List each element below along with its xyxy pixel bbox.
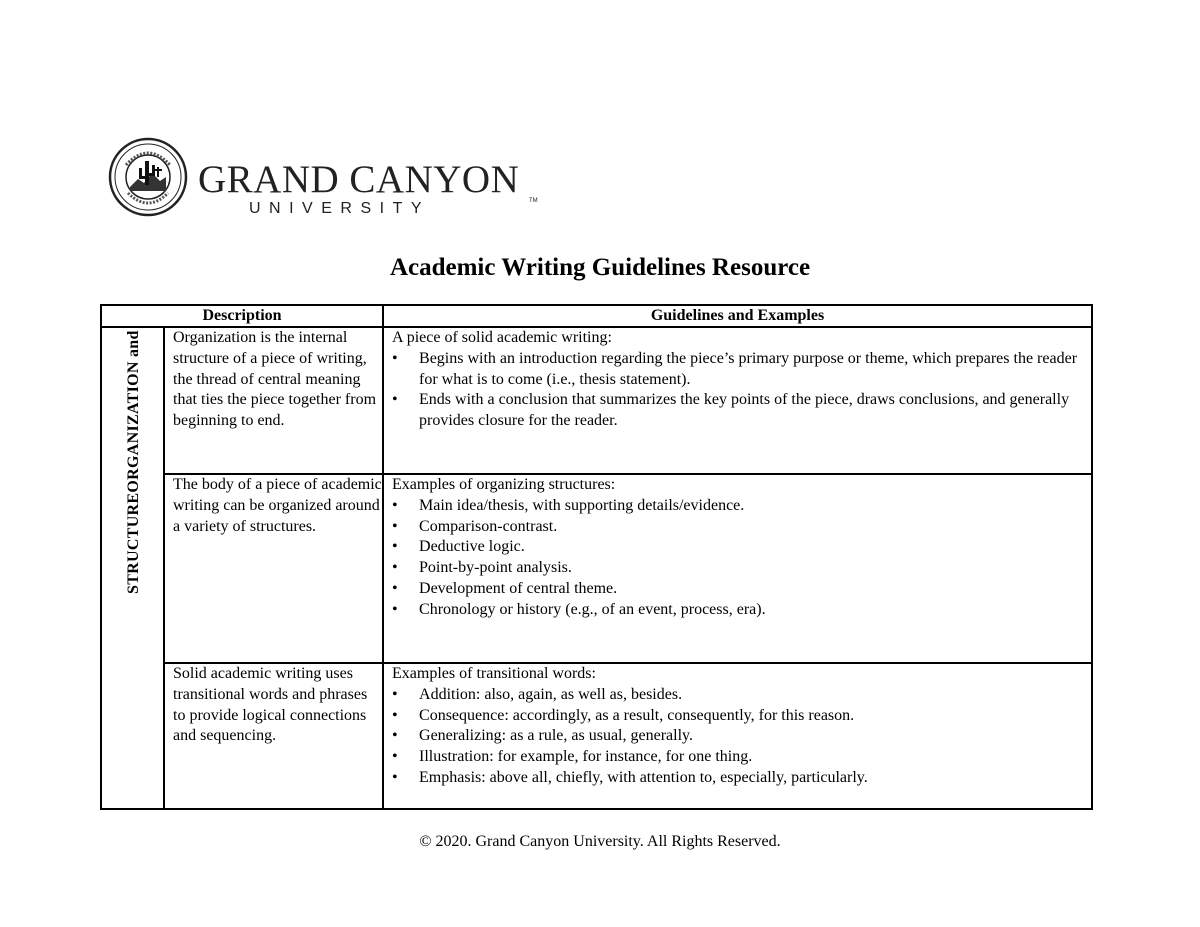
list-item: • Ends with a conclusion that summarizes the key points of the piece, draws conclusions, and generally provides closure for the reader.: [392, 390, 1091, 432]
description-cell: [164, 327, 383, 474]
side-label-cell: [101, 327, 164, 809]
description-text: Solid academic writing uses transitional words and phrases to provide logical connections and sequencing.: [173, 665, 368, 745]
list-item: • Illustration: for example, for instance, for one thing.: [392, 747, 1091, 768]
list-item: • Addition: also, again, as well as, besides.: [392, 685, 1091, 706]
logo-subtitle: UNIVERSITY: [249, 200, 431, 217]
guidelines-intro: Examples of organizing structures:: [392, 476, 616, 493]
list-item: • Chronology or history (e.g., of an event, process, era).: [392, 600, 1091, 621]
copyright-footer: © 2020. Grand Canyon University. All Rights Reserved.: [419, 833, 781, 850]
list-item: • Comparison-contrast.: [392, 517, 1091, 538]
bullet-list: [392, 496, 1091, 621]
description-text: Organization is the internal structure of a piece of writing, the thread of central meaning that ties the piece together from beginning to end.: [173, 329, 377, 430]
list-item: • Point-by-point analysis.: [392, 558, 1091, 579]
list-item: • Begins with an introduction regarding the piece’s primary purpose or theme, which prepares the reader for what is to come (i.e., thesis statement).: [392, 349, 1091, 391]
table-header-row: [101, 305, 1092, 327]
guidelines-intro: A piece of solid academic writing:: [392, 329, 612, 346]
list-item: • Development of central theme.: [392, 579, 1091, 600]
description-cell: [164, 474, 383, 663]
header-guidelines: Guidelines and Examples: [383, 305, 1092, 327]
logo-wordmark: GRAND CANYON: [198, 158, 520, 201]
gcu-seal-icon: [108, 135, 188, 220]
guidelines-cell: [383, 663, 1092, 809]
logo-trademark: TM: [529, 198, 538, 204]
description-text: The body of a piece of academic writing can be organized around a variety of structures.: [173, 476, 382, 535]
list-item: • Consequence: accordingly, as a result, consequently, for this reason.: [392, 706, 1091, 727]
guidelines-cell: [383, 327, 1092, 474]
page-title: Academic Writing Guidelines Resource: [389, 254, 811, 281]
description-cell: [164, 663, 383, 809]
guidelines-intro: Examples of transitional words:: [392, 665, 596, 682]
list-item: • Generalizing: as a rule, as usual, generally.: [392, 726, 1091, 747]
list-item: • Main idea/thesis, with supporting details/evidence.: [392, 496, 1091, 517]
gcu-logo: [108, 135, 538, 220]
guidelines-table: [100, 304, 1093, 810]
bullet-list: [392, 685, 1091, 789]
table-row: [101, 474, 1092, 663]
list-item: • Emphasis: above all, chiefly, with attention to, especially, particularly.: [392, 768, 1091, 789]
table-row: [101, 327, 1092, 474]
header-description: Description: [101, 305, 383, 327]
guidelines-cell: [383, 474, 1092, 663]
table-row: [101, 663, 1092, 809]
bullet-list: [392, 349, 1091, 432]
list-item: • Deductive logic.: [392, 537, 1091, 558]
side-label: STRUCTUREORGANIZATION and: [125, 330, 142, 594]
